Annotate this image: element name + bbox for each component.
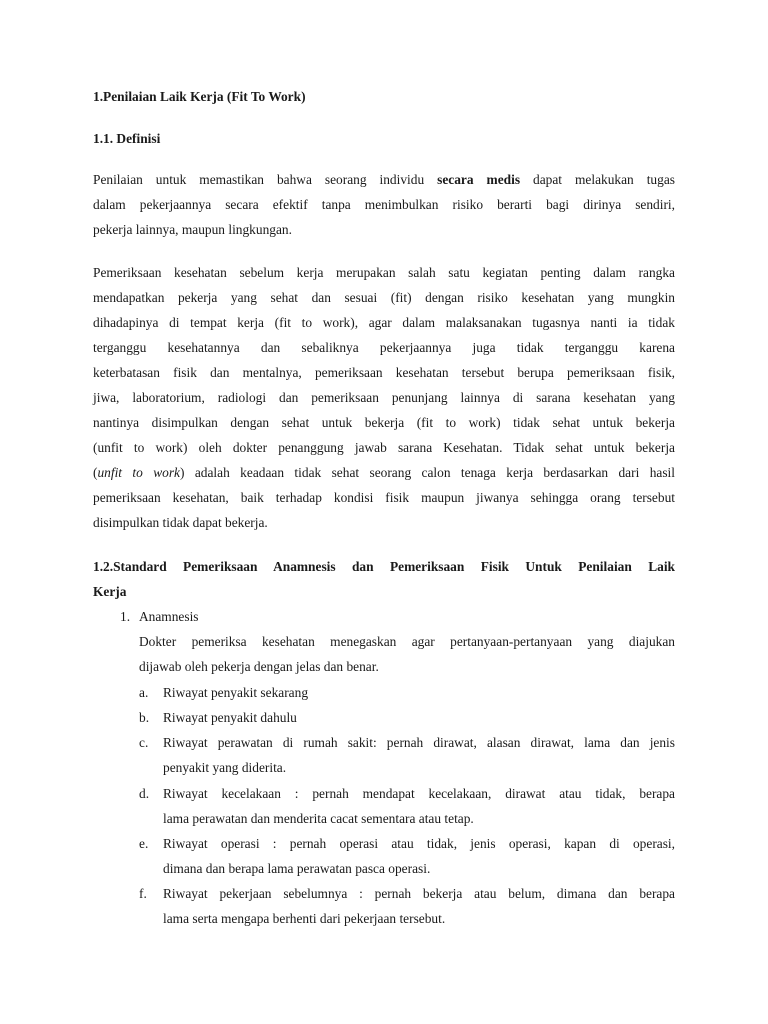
para1-text-a: Penilaian untuk memastikan bahwa seorang individu (93, 172, 438, 187)
subitem-c-marker: c. (139, 735, 149, 750)
subitem-e-marker: e. (139, 836, 149, 851)
para2-line4: terganggu kesehatannya dan sebaliknya pekerjaannya juga tidak terganggu karena (93, 340, 675, 355)
para2-line10: pemeriksaan kesehatan, baik terhadap kondisi fisik maupun jiwanya sehingga orang tersebut (93, 490, 675, 505)
list-number-1: 1. (120, 609, 131, 624)
subitem-d-marker: d. (139, 786, 150, 801)
para2-paren-open: ( (93, 465, 98, 480)
subitem-b-text: Riwayat penyakit dahulu (163, 710, 297, 725)
anamnesis-intro-line1: Dokter pemeriksa kesehatan menegaskan agar pertanyaan-pertanyaan yang diajukan (139, 634, 675, 649)
heading-standard-pemeriksaan-line2: Kerja (93, 584, 127, 599)
para2-line3: dihadapinya di tempat kerja (fit to work), agar dalam malaksanakan tugasnya nanti ia tidak (93, 315, 675, 330)
para1-text-c: dapat melakukan tugas (520, 172, 675, 187)
subitem-f-line1: Riwayat pekerjaan sebelumnya : pernah bekerja atau belum, dimana dan berapa (163, 886, 675, 901)
subitem-b-marker: b. (139, 710, 150, 725)
subitem-e-line1: Riwayat operasi : pernah operasi atau tidak, jenis operasi, kapan di operasi, (163, 836, 675, 851)
para1-bold-secara-medis: secara medis (437, 172, 521, 187)
anamnesis-intro-line2: dijawab oleh pekerja dengan jelas dan benar. (139, 659, 379, 674)
para2-line6: jiwa, laboratorium, radiologi dan pemeriksaan penunjang lainnya di sarana kesehatan yang (93, 390, 675, 405)
para2-line11: disimpulkan tidak dapat bekerja. (93, 515, 268, 530)
para1-line3: pekerja lainnya, maupun lingkungan. (93, 222, 292, 237)
heading-penilaian-laik-kerja: 1.Penilaian Laik Kerja (Fit To Work) (93, 89, 306, 104)
subitem-a-text: Riwayat penyakit sekarang (163, 685, 309, 700)
subitem-d-line1: Riwayat kecelakaan : pernah mendapat kecelakaan, dirawat atau tidak, berapa (163, 786, 675, 801)
para2-line5: keterbatasan fisik dan mentalnya, pemeriksaan kesehatan tersebut berupa pemeriksaan fisik, (93, 365, 675, 380)
subitem-f-marker: f. (139, 886, 147, 901)
para2-line9 (93, 465, 675, 481)
heading-standard-pemeriksaan-line1: 1.2.Standard Pemeriksaan Anamnesis dan Pemeriksaan Fisik Untuk Penilaian Laik (93, 559, 675, 574)
subitem-d-line2: lama perawatan dan menderita cacat sementara atau tetap. (163, 811, 474, 826)
para2-line7: nantinya disimpulkan dengan sehat untuk bekerja (fit to work) tidak sehat untuk bekerja (93, 415, 675, 430)
para1-line1 (93, 172, 675, 188)
para2-italic-unfit-to-work: unfit to work (97, 465, 180, 480)
subitem-a-marker: a. (139, 685, 149, 700)
para2-line1: Pemeriksaan kesehatan sebelum kerja merupakan salah satu kegiatan penting dalam rangka (93, 265, 675, 280)
list-title-anamnesis: Anamnesis (139, 609, 199, 624)
para2-line8: (unfit to work) oleh dokter penanggung jawab sarana Kesehatan. Tidak sehat untuk bekerja (93, 440, 675, 455)
subitem-c-line2: penyakit yang diderita. (163, 760, 287, 775)
para1-line2: dalam pekerjaannya secara efektif tanpa menimbulkan risiko berarti bagi dirinya sendiri, (93, 197, 675, 212)
subitem-c-line1: Riwayat perawatan di rumah sakit: pernah dirawat, alasan dirawat, lama dan jenis (163, 735, 675, 750)
para2-text-rest: ) adalah keadaan tidak sehat seorang calon tenaga kerja berdasarkan dari hasil (180, 465, 675, 480)
para2-line2: mendapatkan pekerja yang sehat dan sesuai (fit) dengan risiko kesehatan yang mungkin (93, 290, 675, 305)
subitem-f-line2: lama serta mengapa berhenti dari pekerjaan tersebut. (163, 911, 446, 926)
heading-definisi: 1.1. Definisi (93, 131, 161, 146)
subitem-e-line2: dimana dan berapa lama perawatan pasca operasi. (163, 861, 431, 876)
